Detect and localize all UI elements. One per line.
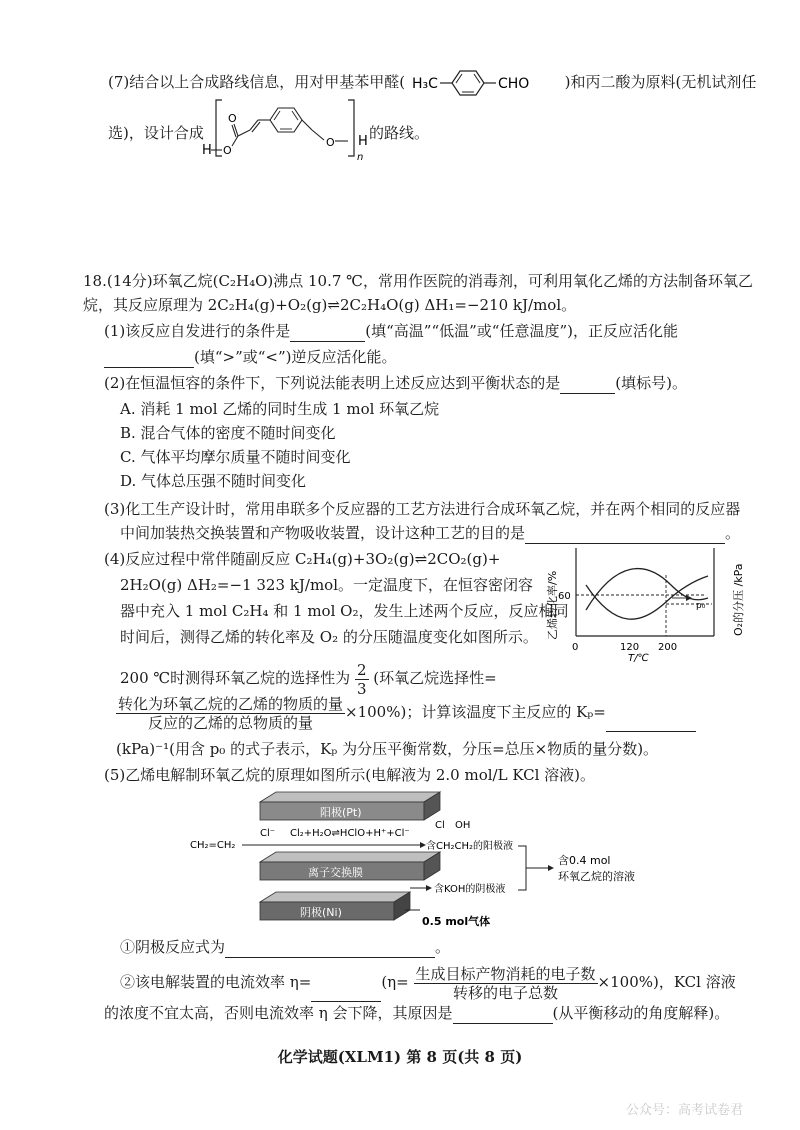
q18-part2-stem	[104, 372, 687, 394]
q17-7-text-a: (7)结合以上合成路线信息，用对甲基苯甲醛(	[108, 73, 406, 91]
q18-part3-line1: (3)化工生产设计时，常用串联多个反应器的工艺方法进行合成环氧乙烷，并在两个相同的反应器	[104, 500, 741, 518]
q17-7-line1	[108, 70, 756, 96]
anode-liquid-label: 含CH₂CH₂的阳极液	[426, 841, 514, 852]
q18-option-d: D. 气体总压强不随时间变化	[120, 472, 307, 490]
q18-p2-text: (2)在恒温恒容的条件下，下列说法能表明上述反应达到平衡状态的是	[104, 374, 561, 392]
anode-reaction: Cl₂+H₂O⇌HClO+H⁺+Cl⁻	[290, 828, 410, 839]
answer-blank-2[interactable]	[560, 377, 615, 394]
answer-blank-4[interactable]	[606, 715, 696, 732]
q18-intro-line1: 18.(14分)环氧乙烷(C₂H₄O)沸点 10.7 ℃，常用作医院的消毒剂，可利用氧化乙烯的方法制备环氧乙	[83, 272, 753, 290]
q18-p1-text-b: (填“高温”“低温”或“任意温度”)，正反应活化能	[365, 322, 678, 340]
efficiency-den: 转移的电子总数	[453, 983, 559, 1002]
graph-xtick-200: 200	[658, 642, 678, 653]
q18-p5-1-text: ①阴极反应式为	[120, 938, 226, 956]
q18-part4-line1: (4)反应过程中常伴随副反应 C₂H₄(g)+3O₂(g)⇌2CO₂(g)+	[104, 550, 501, 568]
answer-blank-1a[interactable]	[290, 325, 365, 342]
q18-p3-end: 。	[725, 524, 741, 542]
conversion-curve	[586, 569, 708, 610]
q17-7-line2-a: 选)，设计合成	[108, 124, 204, 142]
q18-part4-line4: 时间后，测得乙烯的转化率及 O₂ 的分压随温度变化如图所示。	[120, 628, 538, 646]
answer-blank-5-3[interactable]	[453, 1007, 553, 1024]
cathode-label: 阴极(Ni)	[300, 906, 342, 919]
q18-p5-1-end: 。	[435, 938, 451, 956]
efficiency-num: 生成目标产物消耗的电子数	[415, 964, 596, 983]
q18-p5-2-text-c: ×100%)，KCl 溶液	[597, 973, 736, 991]
frac-num: 2	[356, 660, 367, 679]
cathode-liquid-label: 含KOH的阴极液	[434, 884, 506, 895]
graph-xtick-0: 0	[572, 642, 579, 653]
chlorohydrin-oh: OH	[455, 820, 471, 831]
polymer-h-right: H	[358, 134, 368, 149]
q18-part4-line7: (kPa)⁻¹(用含 p₀ 的式子表示，Kₚ 为分压平衡常数，分压=总压×物质的量分数)。	[116, 740, 659, 758]
polymer-n: n	[357, 152, 364, 162]
graph-ytick-60: 60	[558, 591, 571, 602]
q18-p5-3-text-b: (从平衡移动的角度解释)。	[552, 1004, 730, 1022]
page-footer: 化学试题(XLM1) 第 8 页(共 8 页)	[277, 1048, 523, 1066]
q18-p5-2-text-a: ②该电解装置的电流效率 η=	[120, 973, 312, 991]
chloride-ion-label: Cl⁻	[260, 828, 276, 839]
graph-ylabel-left: 乙烯转化率/%	[546, 570, 559, 640]
q18-option-b: B. 混合气体的密度不随时间变化	[120, 424, 336, 442]
q18-part5-1	[120, 936, 450, 958]
q18-option-a: A. 消耗 1 mol 乙烯的同时生成 1 mol 环氧乙烷	[120, 400, 440, 418]
q18-p5-3-text-a: 的浓度不宜太高，否则电流效率 η 会下降，其原因是	[104, 1004, 453, 1022]
q18-p1-text-c: (填“>”或“<”)逆反应活化能。	[194, 348, 397, 366]
polymer-o-carbonyl: O	[228, 112, 237, 125]
frac-den: 3	[356, 679, 367, 698]
q18-p4-text-f: ×100%)；计算该温度下主反应的 Kₚ=	[345, 703, 606, 721]
q18-intro-line2: 烷，其反应原理为 2C₂H₄(g)+O₂(g)⇌2C₂H₄O(g) ΔH₁=−210 kJ/mol。	[83, 296, 577, 314]
q17-7-text-b: )和丙二酸为原料(无机试剂任	[564, 73, 757, 91]
q18-option-c: C. 气体平均摩尔质量不随时间变化	[120, 448, 351, 466]
p-methylbenzaldehyde-structure	[410, 70, 560, 96]
answer-blank-5-1[interactable]	[225, 941, 435, 958]
ethylene-label: CH₂=CH₂	[190, 840, 236, 851]
conversion-pressure-graph	[546, 540, 746, 662]
q18-part5-2	[120, 962, 736, 1002]
electrolysis-diagram	[180, 788, 700, 928]
selectivity-num: 转化为环氧乙烷的乙烯的物质的量	[118, 694, 344, 713]
polymer-o-ether: O	[326, 136, 335, 149]
formula-h3c: H₃C	[411, 76, 438, 92]
q17-7-line2-b: 的路线。	[369, 124, 430, 142]
gas-label: 0.5 mol气体	[422, 915, 491, 928]
q18-part4-line6	[116, 692, 696, 732]
product-label-1: 含0.4 mol	[558, 854, 611, 867]
q18-part1-line2	[104, 346, 397, 368]
graph-xtick-120: 120	[620, 642, 640, 653]
selectivity-fraction	[116, 695, 345, 732]
formula-cho: CHO	[497, 76, 530, 92]
product-label-2: 环氧乙烷的溶液	[558, 870, 635, 883]
q18-p5-2-text-b: (η=	[381, 973, 409, 991]
polymer-h-left: H	[202, 143, 212, 158]
answer-blank-1b[interactable]	[104, 351, 194, 368]
benzene-ring-icon	[452, 71, 484, 95]
q18-p3-text-b: 中间加装热交换装置和产物吸收装置，设计这种工艺的目的是	[120, 524, 526, 542]
q18-part4-line3: 器中充入 1 mol C₂H₄ 和 1 mol O₂，发生上述两个反应，反应相同	[120, 602, 569, 620]
polymer-o-ester: O	[223, 144, 232, 157]
chlorohydrin-cl: Cl	[435, 820, 445, 831]
q18-p2-tail: (填标号)。	[615, 374, 687, 392]
anode-label: 阳极(Pt)	[320, 806, 362, 819]
q18-p4-text-e: 200 ℃时测得环氧乙烷的选择性为	[120, 669, 351, 687]
efficiency-fraction	[414, 965, 598, 1002]
watermark: 公众号：高考试卷君	[626, 1103, 744, 1118]
q18-part1-line1	[104, 320, 678, 342]
q18-p4-text-e2: (环氧乙烷选择性=	[373, 669, 497, 687]
q18-part4-line2: 2H₂O(g) ΔH₂=−1 323 kJ/mol。一定温度下，在恒容密闭容	[120, 576, 533, 594]
answer-blank-5-2[interactable]	[311, 985, 381, 1002]
graph-p0-label: p₀	[696, 601, 706, 611]
q18-part5-stem: (5)乙烯电解制环氧乙烷的原理如图所示(电解液为 2.0 mol/L KCl 溶液)。	[104, 766, 596, 784]
selectivity-den: 反应的乙烯的总物质的量	[148, 713, 314, 732]
membrane-label: 离子交换膜	[308, 866, 363, 879]
graph-ylabel-right: O₂的分压 /kPa	[732, 563, 745, 636]
q18-p1-text-a: (1)该反应自发进行的条件是	[104, 322, 291, 340]
graph-xlabel: T/℃	[628, 653, 649, 662]
polymer-benzene-icon	[270, 108, 302, 132]
q18-part5-3	[104, 1002, 729, 1024]
